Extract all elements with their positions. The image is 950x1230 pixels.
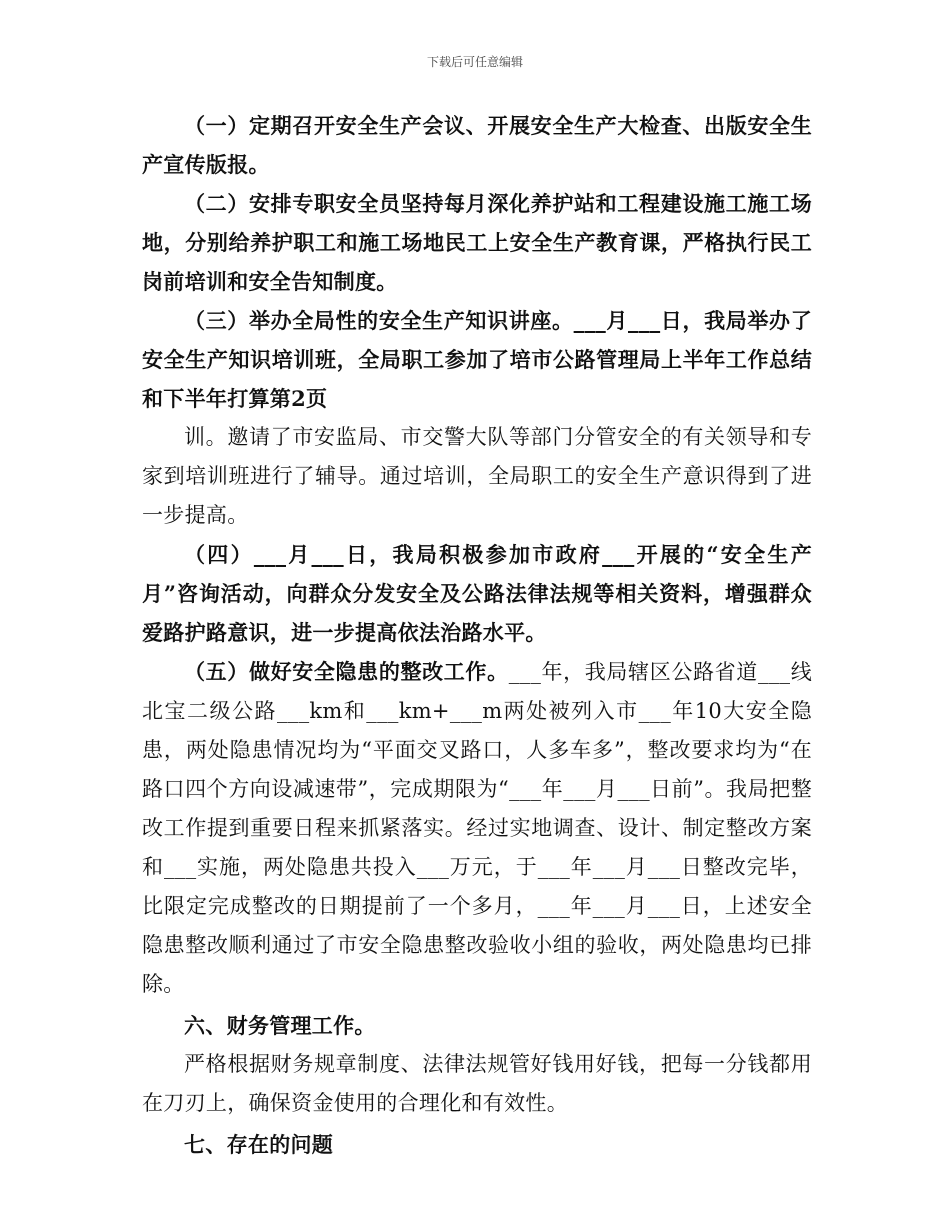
paragraph-safety-meetings: （一）定期召开安全生产会议、开展安全生产大检查、出版安全生产宣传版报。 [142, 113, 812, 177]
paragraph-hazard-rectification [142, 652, 812, 1004]
document-body [142, 106, 812, 1164]
section-heading-finance: 六、财务管理工作。 [184, 1013, 376, 1038]
hazard-rectification-body: ___年，我局辖区公路省道___线北宝二级公路___km和___km+___m两处被列入市___年10大安全隐患，两处隐患情况均为“平面交叉路口，人多车多”，整改要求均为“在路口四个方向设减速带”，完成期限为“___年___月___日前”。我局把整改工作提到重要日程来抓紧落实。经过实地调查、设计、制定整改方案和___实施，两处隐患共投入___万元，于___年___月___日整改完毕，比限定完成整改的日期提前了一个多月，___年___月___日，上述安全隐患整改顺利通过了市安全隐患整改验收小组的验收，两处隐患均已排除。 [142, 660, 812, 996]
paragraph-safety-lecture: （三）举办全局性的安全生产知识讲座。___月___日，我局举办了安全生产知识培训班，全局职工参加了培市公路管理局上半年工作总结和下半年打算第2页 [142, 308, 812, 411]
paragraph-finance: 严格根据财务规章制度、法律法规管好钱用好钱，把每一分钱都用在刀刃上，确保资金使用的合理化和有效性。 [142, 1052, 812, 1115]
page-header: 下载后可任意编辑 [426, 55, 523, 69]
paragraph-training-continued: 训。邀请了市安监局、市交警大队等部门分管安全的有关领导和专家到培训班进行了辅导。通过培训，全局职工的安全生产意识得到了进一步提高。 [142, 425, 812, 527]
paragraph-safety-officers: （二）安排专职安全员坚持每月深化养护站和工程建设施工施工场地，分别给养护职工和施工场地民工上安全生产教育课，严格执行民工岗前培训和安全告知制度。 [142, 191, 812, 294]
paragraph-safety-month: （四）___月___日，我局积极参加市政府___开展的“安全生产月”咨询活动，向群众分发安全及公路法律法规等相关资料，增强群众爱路护路意识，进一步提高依法治路水平。 [142, 542, 812, 645]
hazard-rectification-lead: （五）做好安全隐患的整改工作。 [184, 659, 509, 684]
section-heading-problems: 七、存在的问题 [184, 1132, 334, 1157]
